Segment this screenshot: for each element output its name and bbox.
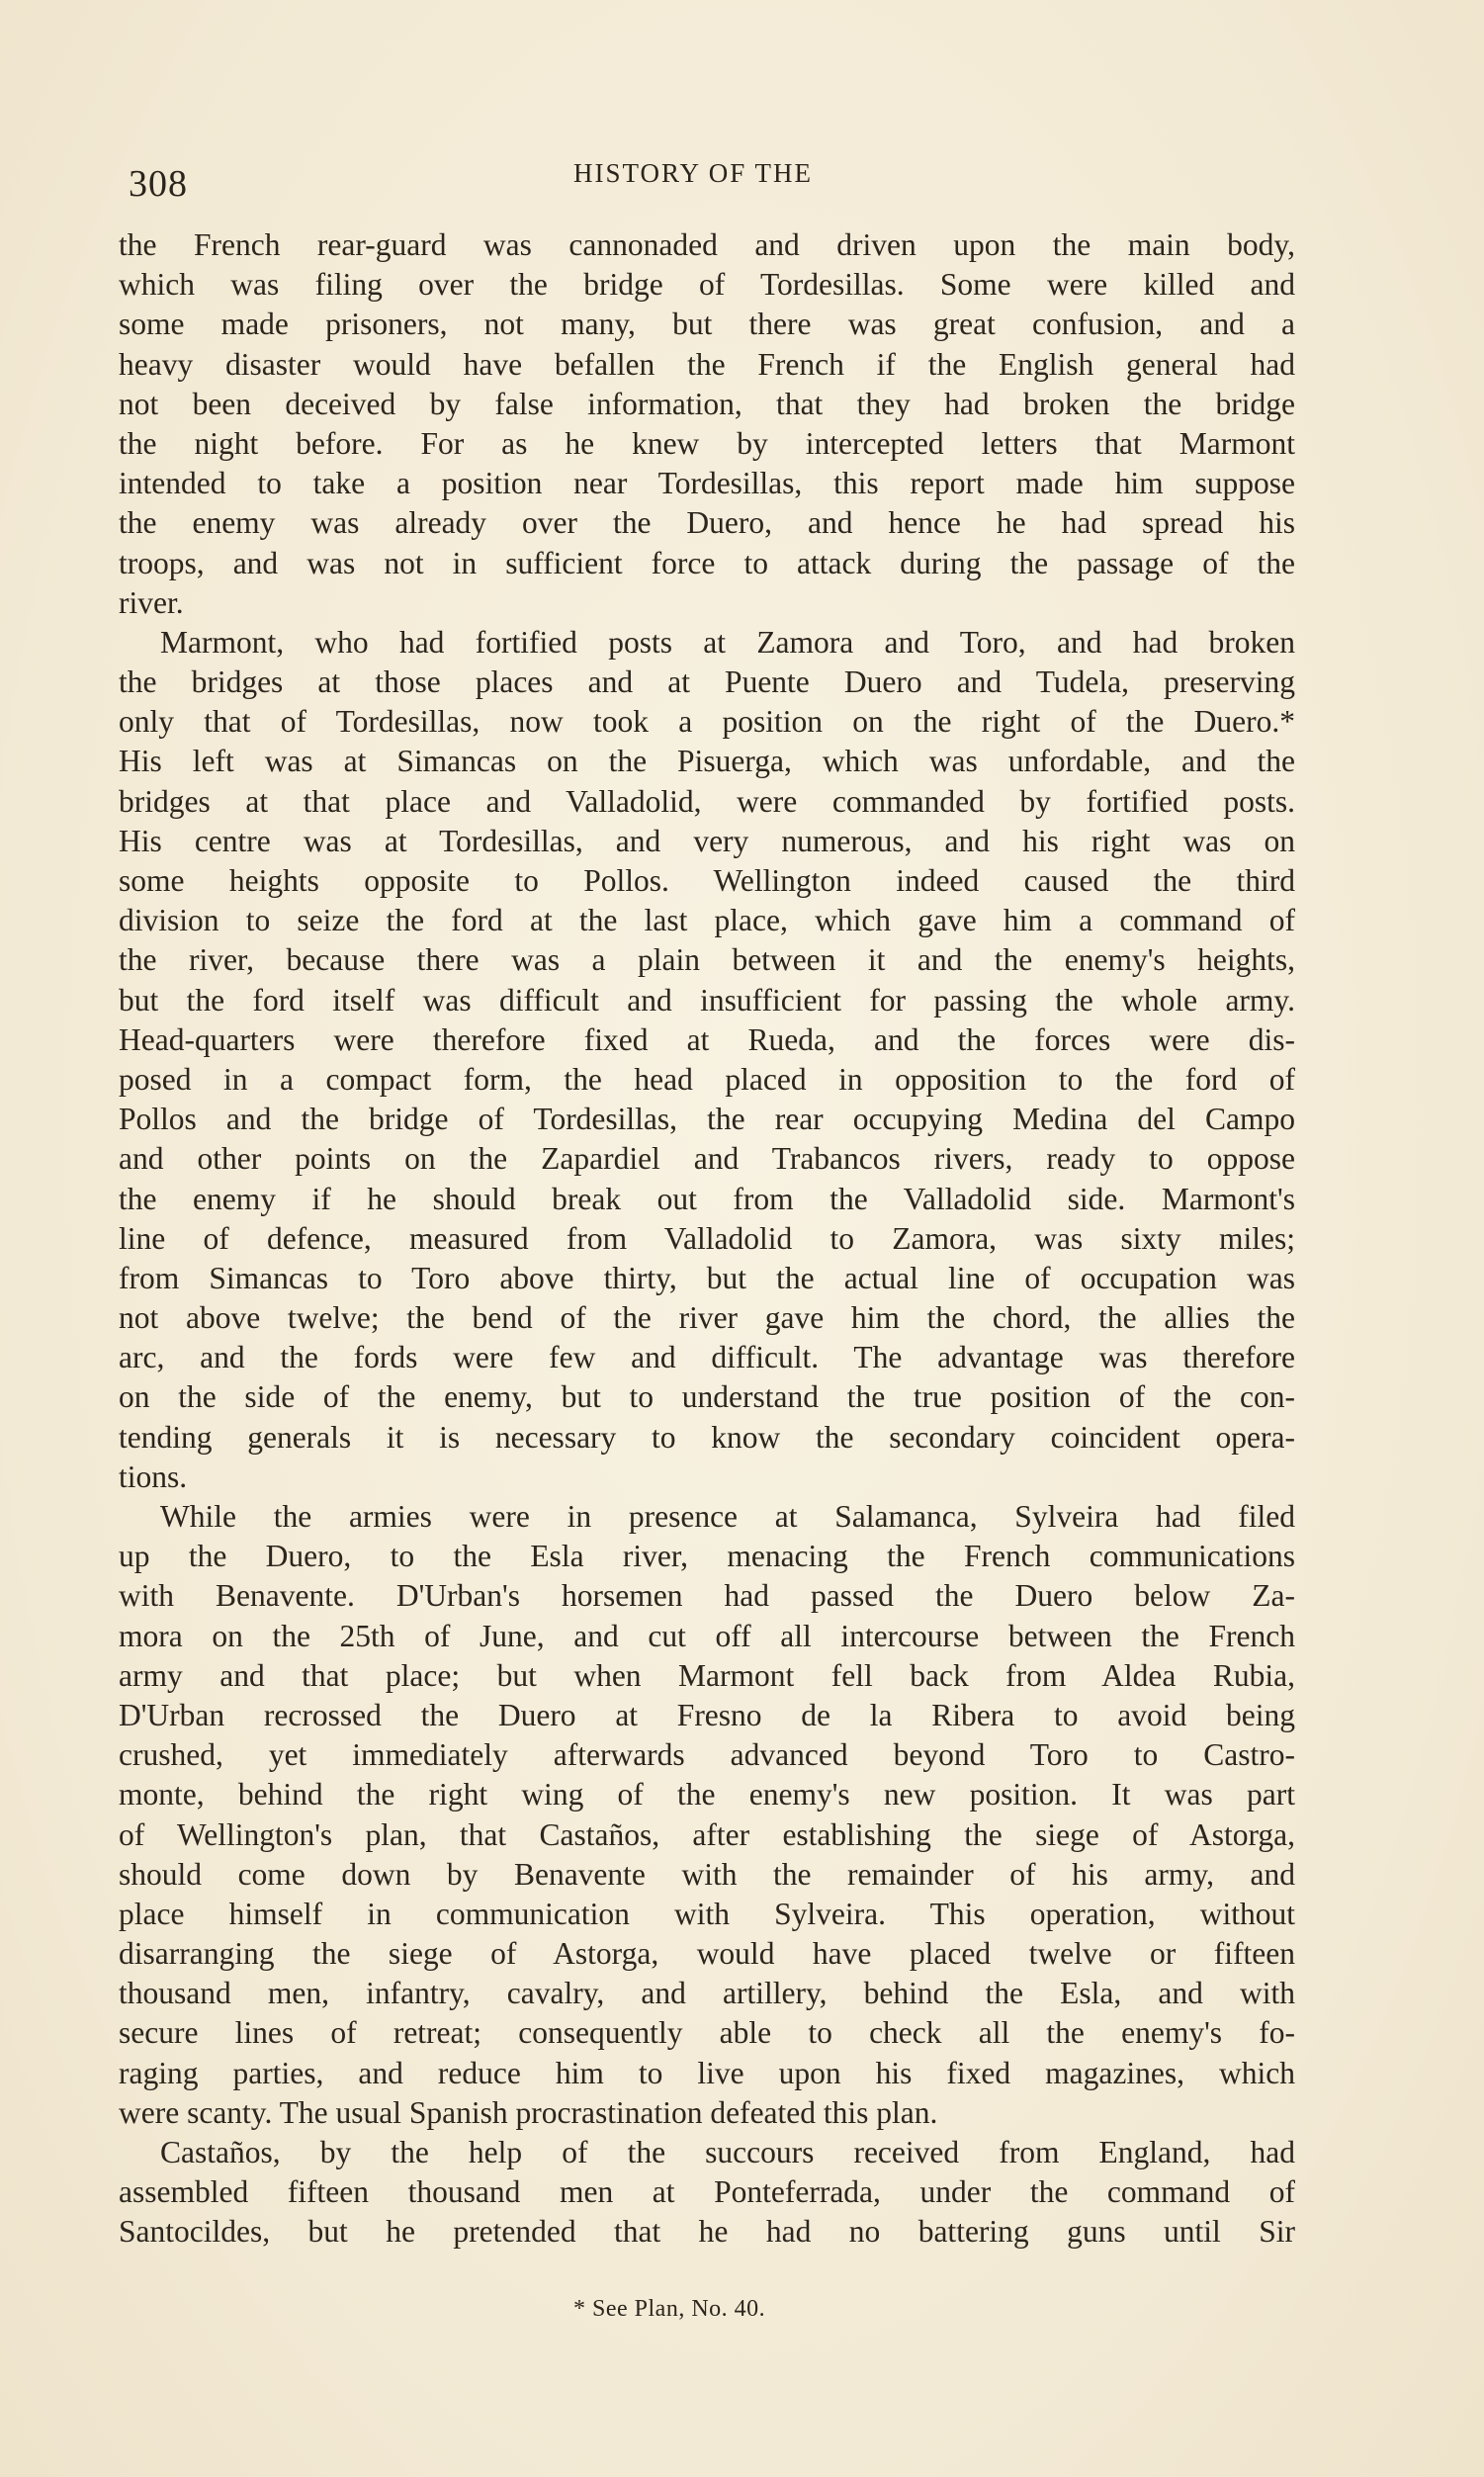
text-line: some made prisoners, not many, but there was great confusion, and a	[119, 307, 1295, 342]
text-line: secure lines of retreat; consequently able to check all the enemy's fo-	[119, 2015, 1295, 2051]
text-line: arc, and the fords were few and difficult. The advantage was therefore	[119, 1340, 1295, 1375]
text-line: His left was at Simancas on the Pisuerga, which was unfordable, and the	[119, 744, 1295, 779]
text-line: Santocildes, but he pretended that he had no battering guns until Sir	[119, 2214, 1295, 2250]
text-line: D'Urban recrossed the Duero at Fresno de la Ribera to avoid being	[119, 1697, 1295, 1732]
text-line: some heights opposite to Pollos. Wellington indeed caused the third	[119, 863, 1295, 898]
text-line: the French rear-guard was cannonaded and driven upon the main body,	[119, 227, 1295, 262]
text-line: division to seize the ford at the last place, which gave him a command of	[119, 903, 1295, 938]
text-line: tions.	[119, 1459, 188, 1494]
text-line: should come down by Benavente with the remainder of his army, and	[119, 1856, 1295, 1892]
page-number: 308	[129, 163, 188, 205]
text-line: posed in a compact form, the head placed in opposition to the ford of	[119, 1061, 1295, 1097]
text-line: the night before. For as he knew by intercepted letters that Marmont	[119, 425, 1295, 461]
text-line: thousand men, infantry, cavalry, and artillery, behind the Esla, and with	[119, 1976, 1295, 2011]
text-line: of Wellington's plan, that Castaños, after establishing the siege of Astorga,	[119, 1816, 1295, 1852]
text-line: the river, because there was a plain between it and the enemy's heights,	[119, 942, 1295, 978]
text-line: intended to take a position near Tordesillas, this report made him suppose	[119, 466, 1295, 501]
text-line: crushed, yet immediately afterwards advanced beyond Toro to Castro-	[119, 1737, 1295, 1773]
text-line: the enemy if he should break out from the Valladolid side. Marmont's	[119, 1181, 1295, 1216]
text-line: Marmont, who had fortified posts at Zamora and Toro, and had broken	[160, 624, 1295, 660]
text-line: heavy disaster would have befallen the French if the English general had	[119, 346, 1295, 382]
text-line: troops, and was not in sufficient force to attack during the passage of the	[119, 545, 1295, 580]
page-header	[129, 158, 1315, 208]
text-line: Head-quarters were therefore fixed at Rueda, and the forces were dis-	[119, 1021, 1295, 1057]
text-line: Castaños, by the help of the succours received from England, had	[160, 2135, 1295, 2169]
text-line: from Simancas to Toro above thirty, but the actual line of occupation was	[119, 1260, 1295, 1295]
text-line: raging parties, and reduce him to live upon his fixed magazines, which	[119, 2055, 1295, 2090]
text-line: which was filing over the bridge of Tordesillas. Some were killed and	[119, 267, 1295, 303]
text-line: not above twelve; the bend of the river gave him the chord, the allies the	[119, 1300, 1295, 1336]
text-line: monte, behind the right wing of the enemy's new position. It was part	[119, 1777, 1295, 1813]
text-line: river.	[119, 584, 184, 620]
text-line: Pollos and the bridge of Tordesillas, the rear occupying Medina del Campo	[119, 1102, 1295, 1137]
text-line: mora on the 25th of June, and cut off all intercourse between the French	[119, 1618, 1295, 1653]
body-text	[119, 225, 1295, 2253]
text-line: but the ford itself was difficult and insufficient for passing the whole army.	[119, 982, 1295, 1017]
text-line: only that of Tordesillas, now took a position on the right of the Duero.*	[119, 704, 1295, 740]
text-line: His centre was at Tordesillas, and very numerous, and his right was on	[119, 823, 1295, 858]
footnote: * See Plan, No. 40.	[573, 2296, 766, 2322]
text-line: While the armies were in presence at Salamanca, Sylveira had filed	[160, 1499, 1295, 1534]
text-line: not been deceived by false information, that they had broken the bridge	[119, 386, 1295, 421]
text-line: were scanty. The usual Spanish procrastination defeated this plan.	[119, 2094, 938, 2130]
text-line: disarranging the siege of Astorga, would have placed twelve or fifteen	[119, 1936, 1295, 1972]
text-line: the enemy was already over the Duero, and hence he had spread his	[119, 505, 1295, 541]
text-line: and other points on the Zapardiel and Trabancos rivers, ready to oppose	[119, 1141, 1295, 1177]
text-line: place himself in communication with Sylveira. This operation, without	[119, 1896, 1295, 1931]
text-line: up the Duero, to the Esla river, menacing the French communications	[119, 1539, 1295, 1574]
running-title: HISTORY OF THE	[573, 158, 814, 188]
text-line: line of defence, measured from Valladolid to Zamora, was sixty miles;	[119, 1220, 1295, 1256]
text-line: bridges at that place and Valladolid, were commanded by fortified posts.	[119, 783, 1295, 819]
text-line: army and that place; but when Marmont fell back from Aldea Rubia,	[119, 1657, 1295, 1693]
text-line: tending generals it is necessary to know the secondary coincident opera-	[119, 1419, 1295, 1455]
text-line: on the side of the enemy, but to understand the true position of the con-	[119, 1379, 1295, 1415]
text-line: assembled fifteen thousand men at Ponteferrada, under the command of	[119, 2174, 1295, 2210]
text-line: with Benavente. D'Urban's horsemen had passed the Duero below Za-	[119, 1578, 1295, 1614]
text-line: the bridges at those places and at Puente Duero and Tudela, preserving	[119, 664, 1295, 700]
